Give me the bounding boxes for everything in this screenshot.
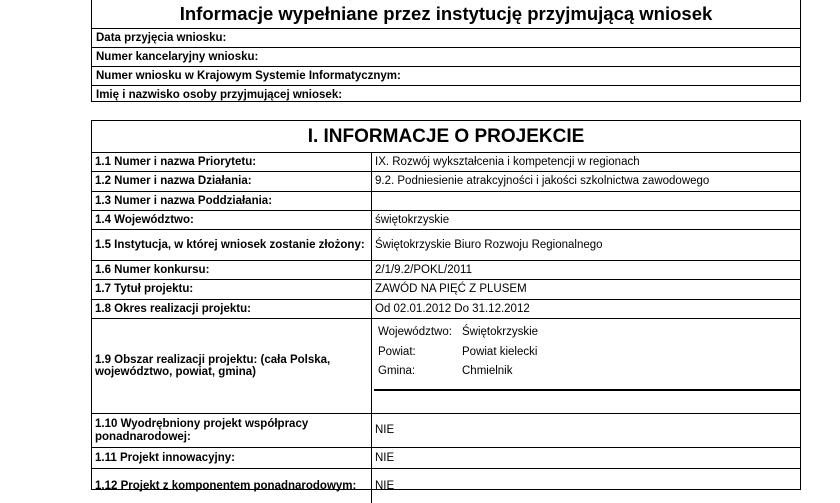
area-voivodeship-key: Województwo:: [378, 326, 452, 338]
institution-info-box: [91, 0, 801, 102]
component-label: 1.12 Projekt z komponentem ponadnarodowym:: [92, 469, 372, 503]
priority-label: 1.1 Numer i nazwa Priorytetu:: [92, 153, 372, 171]
table-row: [92, 469, 800, 503]
period-label: 1.8 Okres realizacji projektu:: [92, 300, 372, 318]
area-county: [378, 345, 537, 359]
subaction-label: 1.3 Numer i nazwa Poddziałania:: [92, 192, 372, 210]
area-voivodeship-value: Świętokrzyskie: [462, 326, 539, 338]
area-commune-key: Gmina:: [378, 365, 416, 377]
table-row: [92, 172, 800, 192]
section-title: I. INFORMACJE O PROJEKCIE: [92, 121, 800, 153]
area-county-key: Powiat:: [378, 346, 416, 358]
table-row: [92, 230, 800, 261]
ksi-number-field: Numer wniosku w Krajowym Systemie Informatycznym:: [92, 67, 800, 86]
area-county-value: Powiat kielecki: [462, 346, 538, 358]
institution-label: 1.5 Instytucja, w której wniosek zostanie złożony:: [92, 230, 372, 260]
table-row: [92, 414, 800, 448]
area-commune-value: Chmielnik: [462, 365, 513, 377]
area-value: [372, 319, 800, 413]
receipt-date-field: Data przyjęcia wniosku:: [92, 29, 800, 48]
project-title-value: ZAWÓD NA PIĘĆ Z PLUSEM: [375, 283, 527, 296]
institution-value: Świętokrzyskie Biuro Rozwoju Regionalnego: [375, 238, 603, 251]
period-value: Od 02.01.2012 Do 31.12.2012: [375, 302, 530, 315]
table-row: [92, 448, 800, 469]
voivodeship-label: 1.4 Województwo:: [92, 211, 372, 229]
table-row: [92, 153, 800, 172]
transnational-label: 1.10 Wyodrębniony projekt współpracy ponadnarodowej:: [92, 414, 372, 447]
area-commune: [378, 364, 513, 378]
table-row: [92, 261, 800, 280]
table-row: [92, 280, 800, 300]
action-label: 1.2 Numer i nazwa Działania:: [92, 172, 372, 191]
action-value: 9.2. Podniesienie atrakcyjności i jakości szkolnictwa zawodowego: [375, 175, 710, 188]
transnational-value: NIE: [375, 424, 395, 437]
table-row-area: [92, 319, 800, 414]
project-title-label: 1.7 Tytuł projektu:: [92, 280, 372, 299]
priority-value: IX. Rozwój wykształcenia i kompetencji w regionach: [375, 155, 640, 168]
voivodeship-value: świętokrzyskie: [375, 213, 450, 226]
component-value: NIE: [375, 479, 395, 492]
contest-number-value: 2/1/9.2/POKL/2011: [375, 263, 472, 276]
area-label: 1.9 Obszar realizacji projektu: (cała Polska, województwo, powiat, gmina): [92, 319, 372, 413]
table-row: [92, 300, 800, 319]
contest-number-label: 1.6 Numer konkursu:: [92, 261, 372, 279]
subaction-value: [372, 192, 800, 210]
area-divider: [374, 389, 800, 391]
innovative-label: 1.11 Projekt innowacyjny:: [92, 448, 372, 468]
institution-box-title: Informacje wypełniane przez instytucję przyjmującą wniosek: [92, 0, 800, 29]
chancellery-number-field: Numer kancelaryjny wniosku:: [92, 48, 800, 67]
project-info-section: [91, 120, 801, 490]
area-voivodeship: [378, 325, 538, 339]
table-row: [92, 192, 800, 211]
table-row: [92, 211, 800, 230]
receiver-name-field: Imię i nazwisko osoby przyjmującej wniosek:: [96, 89, 343, 101]
innovative-value: NIE: [375, 451, 395, 464]
